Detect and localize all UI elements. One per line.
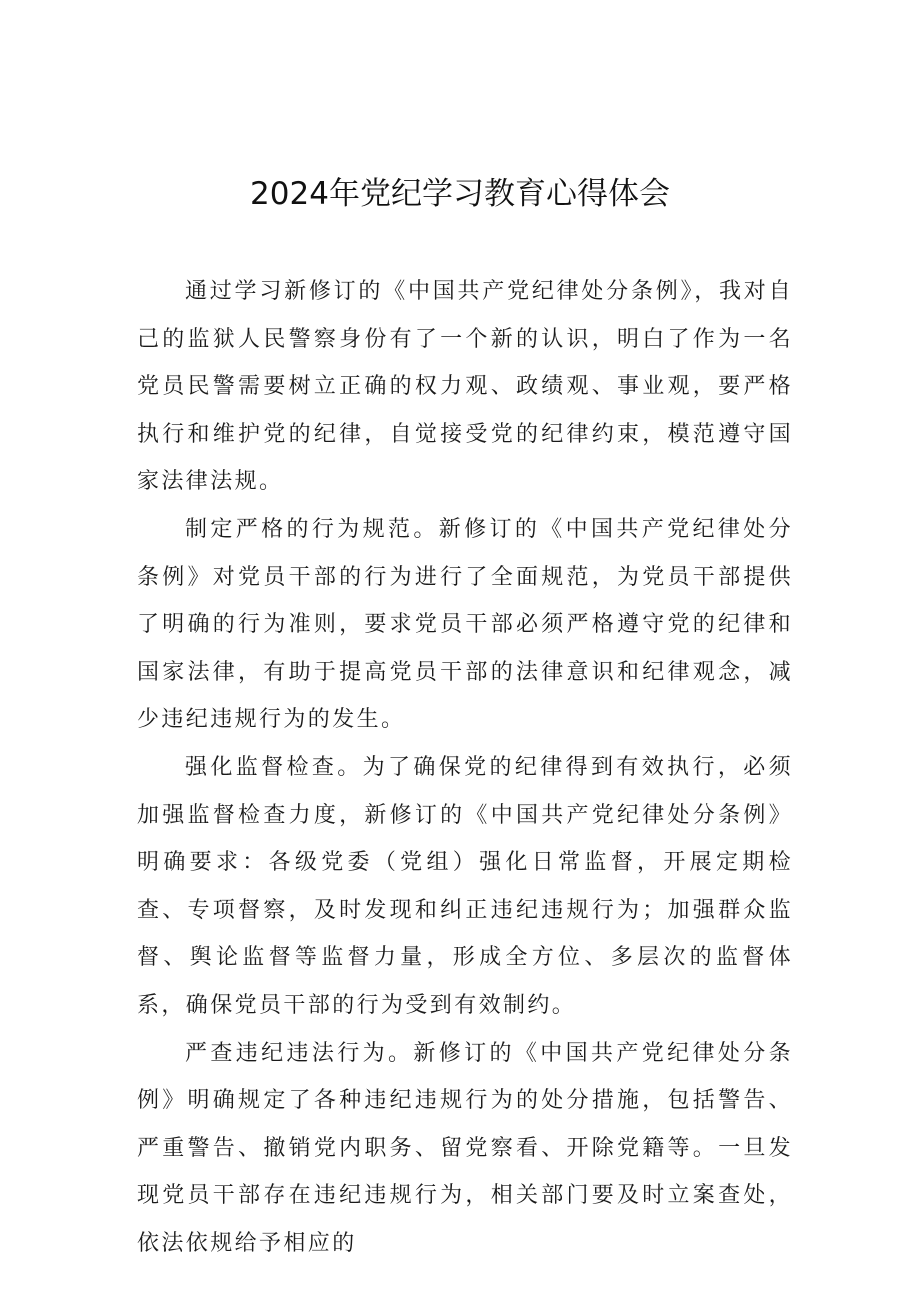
document-title: 2024年党纪学习教育心得体会 [250, 176, 670, 212]
paragraph-behavior-norms: 制定严格的行为规范。新修订的《中国共产党纪律处分条例》对党员干部的行为进行了全面规范，为党员干部提供了明确的行为准则，要求党员干部必须严格遵守党的纪律和国家法律，有助于提高党员干部的法律意识和纪律观念，减少违纪违规行为的发生。 [137, 516, 793, 733]
document-body [137, 268, 793, 1267]
paragraph-investigation: 严查违纪违法行为。新修订的《中国共产党纪律处分条例》明确规定了各种违纪违规行为的处分措施，包括警告、严重警告、撤销党内职务、留党察看、开除党籍等。一旦发现党员干部存在违纪违规行为，相关部门要及时立案查处，依法依规给予相应的 [137, 1040, 793, 1256]
paragraph-intro: 通过学习新修订的《中国共产党纪律处分条例》，我对自己的监狱人民警察身份有了一个新的认识，明白了作为一名党员民警需要树立正确的权力观、政绩观、事业观，要严格执行和维护党的纪律，自觉接受党的纪律约束，模范遵守国家法律法规。 [137, 279, 793, 495]
paragraph-supervision: 强化监督检查。为了确保党的纪律得到有效执行，必须加强监督检查力度，新修订的《中国共产党纪律处分条例》明确要求：各级党委（党组）强化日常监督，开展定期检查、专项督察，及时发现和纠正违纪违规行为；加强群众监督、舆论监督等监督力量，形成全方位、多层次的监督体系，确保党员干部的行为受到有效制约。 [137, 754, 793, 1018]
